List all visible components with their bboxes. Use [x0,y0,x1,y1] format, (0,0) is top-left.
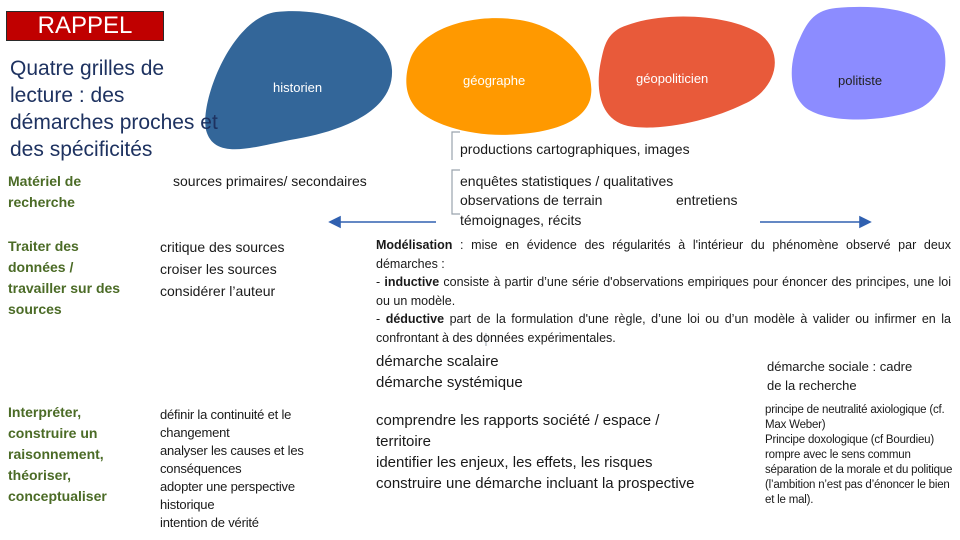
row-header-interpreter: Interpréter, construire un raisonnement, théoriser, conceptualiser [8,404,107,504]
modelisation-title: Modélisation [376,238,453,252]
row-header-materiel: Matériel de recherche [8,173,82,210]
deductive-label: déductive [385,312,445,326]
left-arrow-head [330,217,340,227]
arrows [330,217,870,227]
modelisation-block [376,236,951,347]
interpreter-geo-line-3: construire une démarche incluant la prospective [376,475,695,492]
interpreter-geo-line-2: identifier les enjeux, les effets, les risques [376,454,653,471]
interpreter-historien-line-4: intention de vérité [160,515,259,530]
geopoliticien-label: géopoliticien [636,71,709,86]
enquetes-bracket [452,170,460,214]
interpreter-historien-line-3: adopter une perspective historique [160,479,295,512]
productions-bracket [452,132,460,160]
right-arrow-head [860,217,870,227]
interpreter-politiste-line-2: Principe doxologique (cf Bourdieu) rompre avec le sens commun [765,434,934,461]
interpreter-geo [376,410,706,494]
modelisation-intro: : mise en évidence des régularités à l'intérieur du phénomène observé par deux démarches : [376,238,951,271]
productions-text: productions cartographiques, images [460,141,690,157]
politiste-demarche-line-2: de la recherche [767,378,857,393]
inductive-text: consiste à partir d’une série d'observations empiriques pour énoncer des principes, une loi ou un modèle. [376,275,951,308]
interpreter-politiste-line-3: séparation de la morale et du politique (l’ambition n’est pas d’énoncer le bien et le mal). [765,464,953,506]
materiel-geo-line-3: entretiens [676,192,738,208]
interpreter-geo-line-1: comprendre les rapports société / espace / territoire [376,412,660,450]
intro-title: Quatre grilles de lecture : des démarches proches et des spécificités [10,57,218,161]
materiel-geo-line-1: enquêtes statistiques / qualitatives [460,173,674,189]
traiter-historien-line-2: croiser les sources [160,261,277,277]
geographe-label: géographe [463,73,526,88]
interpreter-historien-line-1: définir la continuité et le changement [160,407,292,440]
politiste-demarche-line-1: démarche sociale : cadre [767,359,913,374]
materiel-historien: sources primaires/ secondaires [173,173,367,189]
demarche-systemique: démarche systémique [376,374,523,391]
politiste-blob [792,7,946,120]
materiel-geo-line-2: observations de terrain [460,192,603,208]
interpreter-historien-line-2: analyser les causes et les conséquences [160,443,304,476]
interpreter-politiste [765,403,955,508]
interpreter-historien [160,406,328,532]
row-header-traiter: Traiter des données / travailler sur des sources [8,238,121,317]
inductive-label: inductive [384,275,440,289]
demarche-scalaire: démarche scalaire [376,353,499,370]
inductive-prefix: - [376,275,385,289]
traiter-historien-line-3: considérer l’auteur [160,283,276,299]
materiel-geo-line-4: témoignages, récits [460,212,582,228]
traiter-historien-line-1: critique des sources [160,239,285,255]
deductive-text: part de la formulation d'une règle, d’une loi ou d’un modèle à valider ou infirmer en la confrontant à des données expérimentales. [376,312,951,345]
historien-label: historien [273,80,323,95]
deductive-prefix: - [376,312,386,326]
politiste-label: politiste [838,73,883,88]
rappel-banner: RAPPEL [6,11,164,41]
interpreter-politiste-line-1: principe de neutralité axiologique (cf. Max Weber) [765,404,945,431]
